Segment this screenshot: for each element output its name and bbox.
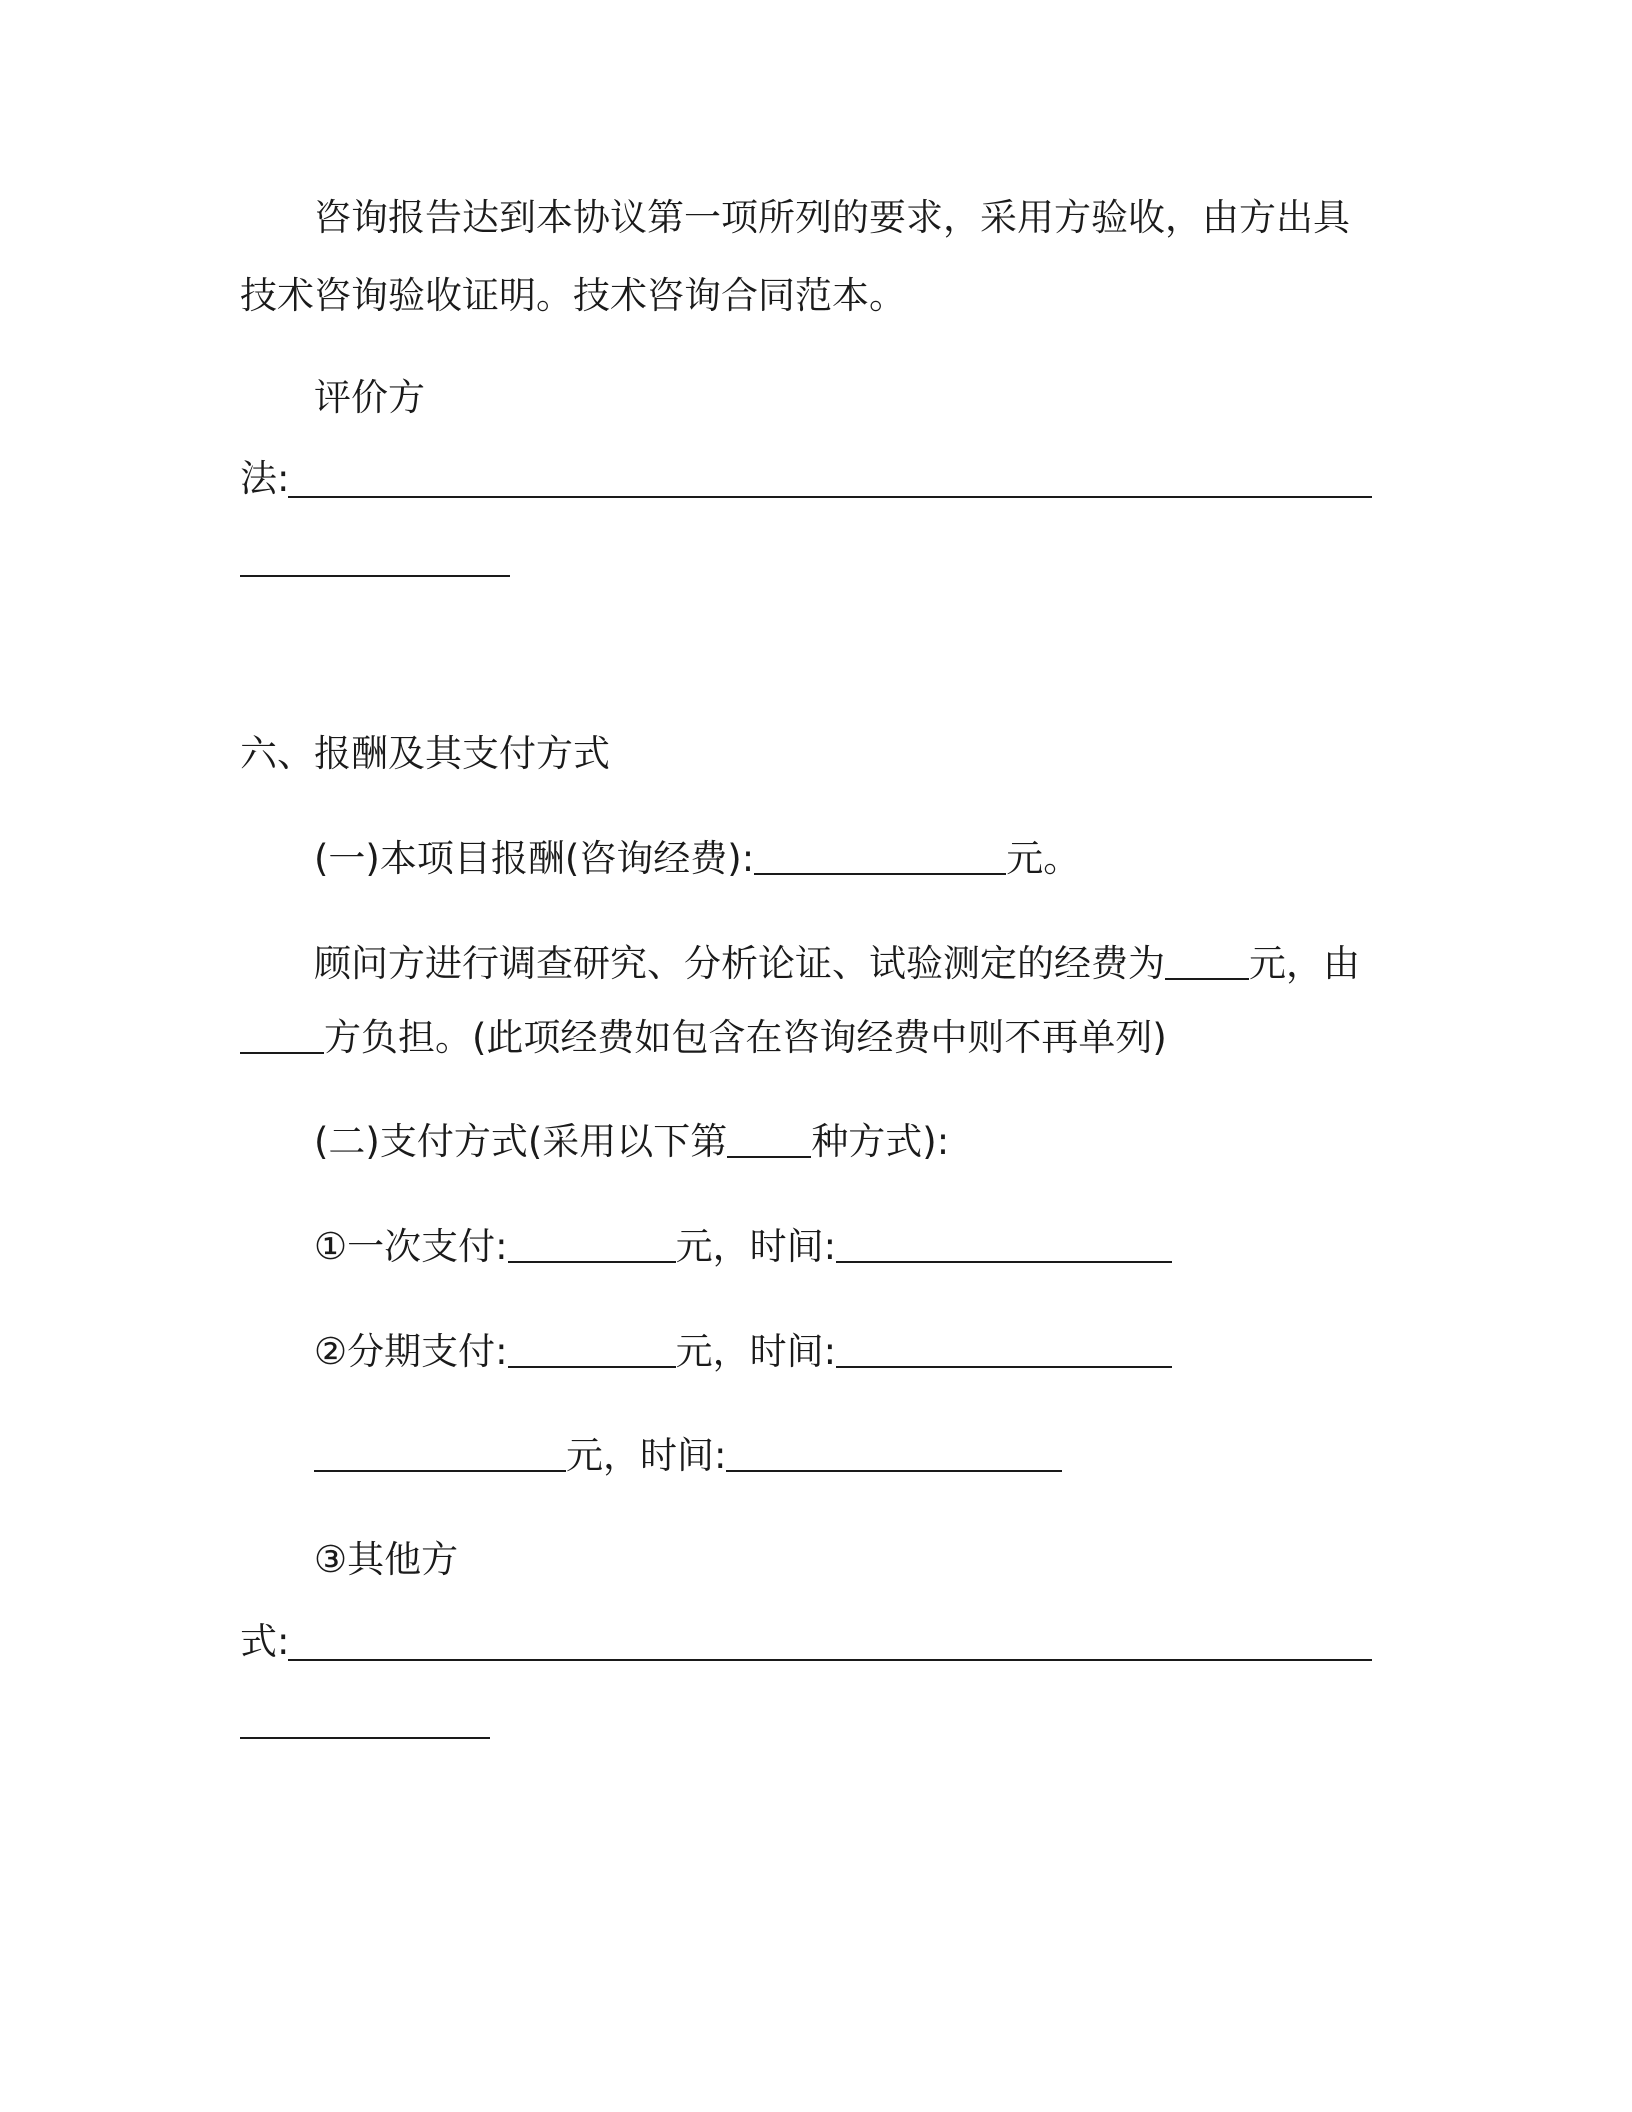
option-3-other-label: ③其他方 <box>314 1538 459 1581</box>
payment-method-choice-blank[interactable] <box>727 1126 811 1158</box>
cost-line-1 <box>314 940 1360 988</box>
option-1-label: ①一次支付: <box>314 1225 508 1268</box>
item-2-payment-method <box>314 1118 949 1166</box>
cost-line-1-suffix: 元，由 <box>1249 942 1360 985</box>
installment-amount-blank[interactable] <box>508 1336 676 1368</box>
item-1-suffix: 元。 <box>1006 837 1081 880</box>
installment-2-time-blank[interactable] <box>726 1440 1062 1472</box>
evaluation-method-label-cont: 法: <box>240 457 290 500</box>
evaluation-method-blank-2[interactable] <box>240 575 510 577</box>
other-method-blank-1[interactable] <box>288 1659 1372 1661</box>
cost-amount-blank[interactable] <box>1165 948 1249 980</box>
evaluation-method-blank-1[interactable] <box>288 496 1372 498</box>
lump-sum-time-blank[interactable] <box>836 1231 1172 1263</box>
installment-2-amount-blank[interactable] <box>314 1440 566 1472</box>
option-3-other-label-cont: 式: <box>240 1620 290 1663</box>
cost-bearer-blank[interactable] <box>240 1022 324 1054</box>
paragraph-acceptance-line-2: 技术咨询验收证明。技术咨询合同范本。 <box>240 274 906 317</box>
other-method-blank-2[interactable] <box>240 1737 490 1739</box>
evaluation-method-label: 评价方 <box>314 376 425 419</box>
item-1-remuneration <box>314 835 1080 883</box>
option-2-label: ②分期支付: <box>314 1330 508 1373</box>
option-2-installment-line-2 <box>314 1432 1062 1480</box>
option-2b-mid: 元，时间: <box>566 1434 727 1477</box>
option-2-mid: 元，时间: <box>675 1330 837 1373</box>
cost-line-1-prefix: 顾问方进行调查研究、分析论证、试验测定的经费为 <box>314 942 1165 985</box>
cost-line-2-suffix: 方负担。(此项经费如包含在咨询经费中则不再单列) <box>324 1016 1167 1059</box>
item-2-suffix: 种方式): <box>811 1120 950 1163</box>
option-1-mid: 元，时间: <box>675 1225 837 1268</box>
option-2-installments <box>314 1328 1172 1376</box>
paragraph-acceptance-line-1: 咨询报告达到本协议第一项所列的要求，采用方验收，由方出具 <box>314 196 1350 239</box>
remuneration-amount-blank[interactable] <box>754 843 1006 875</box>
cost-line-2 <box>240 1014 1167 1062</box>
item-1-prefix: (一)本项目报酬(咨询经费): <box>314 837 755 880</box>
item-2-prefix: (二)支付方式(采用以下第 <box>314 1120 728 1163</box>
section-6-heading: 六、报酬及其支付方式 <box>240 732 610 775</box>
lump-sum-amount-blank[interactable] <box>508 1231 676 1263</box>
installment-time-blank[interactable] <box>836 1336 1172 1368</box>
option-1-lump-sum <box>314 1223 1172 1271</box>
